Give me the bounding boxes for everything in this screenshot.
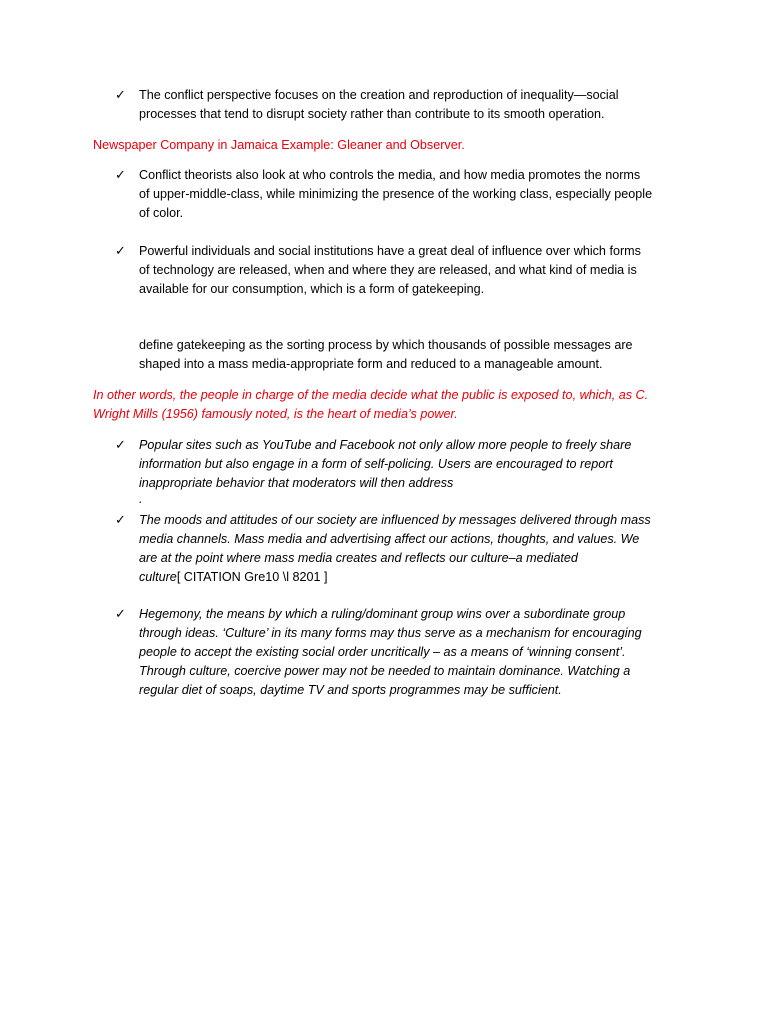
newspaper-example-heading: Newspaper Company in Jamaica Example: Gleaner and Observer. (93, 138, 465, 152)
text-line: are at the point where mass media creates and reflects our culture–a mediated (139, 551, 578, 565)
text-line: Powerful individuals and social institutions have a great deal of influence over which forms (139, 244, 641, 258)
text-line: inappropriate behavior that moderators will then address (139, 476, 454, 490)
text-line: of upper-middle-class, while minimizing the presence of the working class, especially people (139, 187, 653, 201)
gatekeeping-definition (139, 336, 679, 374)
text-line: Conflict theorists also look at who controls the media, and how media promotes the norms (139, 168, 641, 182)
text-line: through ideas. ‘Culture’ in its many forms may thus serve as a mechanism for encouraging (139, 626, 642, 640)
text-line: information but also engage in a form of self-policing. Users are encouraged to report (139, 457, 613, 471)
checkmark-icon: ✓ (115, 438, 126, 453)
text-line: define gatekeeping as the sorting process by which thousands of possible messages are (139, 338, 633, 352)
text-line: media channels. Mass media and advertising affect our actions, thoughts, and values. We (139, 532, 640, 546)
text-line: people to accept the existing social order uncritically – as a means of ‘winning consent’. (139, 645, 626, 659)
bullet-powerful-individuals (139, 242, 679, 299)
checkmark-icon: ✓ (115, 88, 126, 103)
text-line: Hegemony, the means by which a ruling/dominant group wins over a subordinate group (139, 607, 626, 621)
text-line: . (139, 492, 143, 506)
culture-word: culture (139, 570, 177, 584)
text-line: Wright Mills (1956) famously noted, is the heart of media’s power. (93, 407, 458, 421)
text-line: Through culture, coercive power may not be needed to maintain dominance. Watching a (139, 664, 631, 678)
checkmark-icon: ✓ (115, 244, 126, 259)
media-power-quote (93, 386, 673, 424)
text-line: shaped into a mass media-appropriate form and reduced to a manageable amount. (139, 357, 603, 371)
text-line: of color. (139, 206, 184, 220)
text-line: The moods and attitudes of our society are influenced by messages delivered through mass (139, 513, 651, 527)
text-line: In other words, the people in charge of the media decide what the public is exposed to, which, as C. (93, 388, 649, 402)
text-line: regular diet of soaps, daytime TV and sports programmes may be sufficient. (139, 683, 562, 697)
text-line: The conflict perspective focuses on the creation and reproduction of inequality—social (139, 88, 619, 102)
bullet-popular-sites (139, 436, 679, 506)
text-line: processes that tend to disrupt society rather than contribute to its smooth operation. (139, 107, 605, 121)
text-line: available for our consumption, which is a form of gatekeeping. (139, 282, 485, 296)
checkmark-icon: ✓ (115, 607, 126, 622)
checkmark-icon: ✓ (115, 513, 126, 528)
bullet-moods-attitudes (139, 511, 679, 587)
text-line (139, 568, 679, 587)
bullet-conflict-perspective (139, 86, 679, 124)
bullet-hegemony (139, 605, 679, 700)
checkmark-icon: ✓ (115, 168, 126, 183)
bullet-conflict-theorists (139, 166, 679, 223)
citation-field: [ CITATION Gre10 \l 8201 ] (176, 570, 328, 584)
text-line: Popular sites such as YouTube and Facebook not only allow more people to freely share (139, 438, 632, 452)
text-line: of technology are released, when and where they are released, and what kind of media is (139, 263, 637, 277)
